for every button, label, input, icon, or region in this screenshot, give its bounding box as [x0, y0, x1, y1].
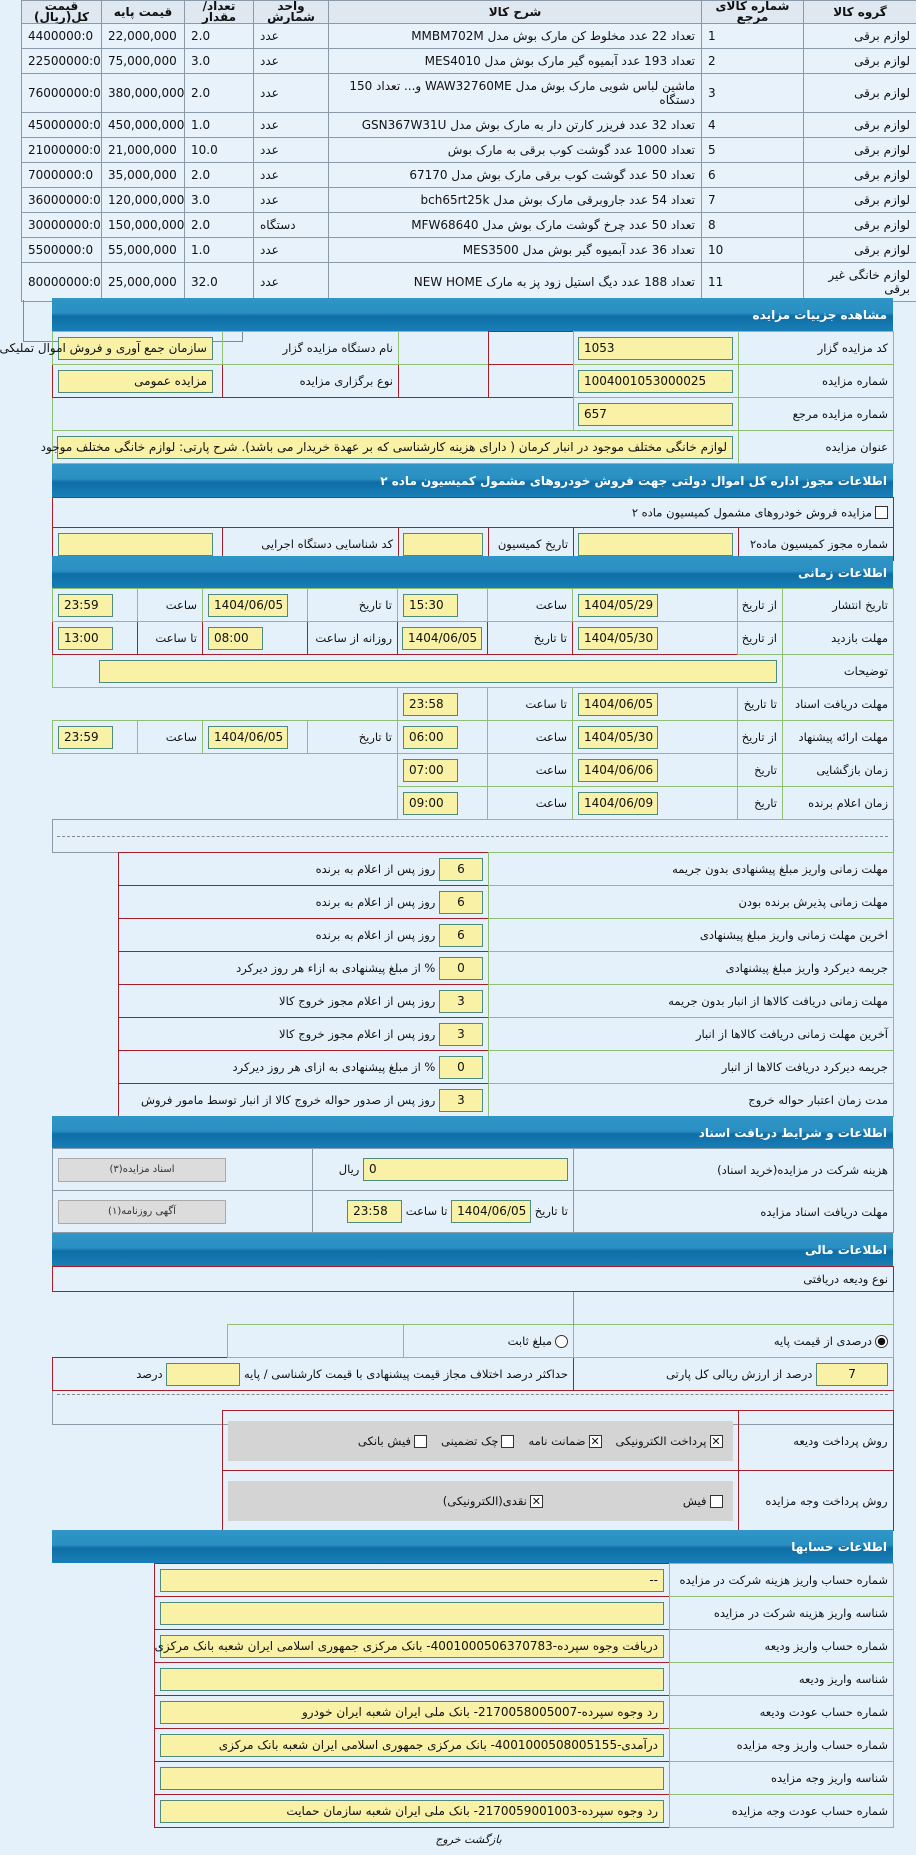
- percent-unit: درصد: [136, 1366, 163, 1381]
- item-unit: دستگاه: [254, 213, 329, 238]
- docs-deadline-label: مهلت دریافت اسناد: [783, 688, 894, 721]
- option-checkbox[interactable]: [414, 1435, 427, 1448]
- item-ref: 11: [702, 263, 804, 302]
- account-label: شناسه واریز وجه مزایده: [670, 1762, 894, 1795]
- deadline-label: آخرین مهلت زمانی دریافت کالاها از انبار: [489, 1018, 894, 1051]
- divider: [57, 836, 888, 837]
- item-total-price: 30000000:0: [22, 213, 102, 238]
- permit-no-field[interactable]: [578, 533, 733, 556]
- to-time-label: تا ساعت: [488, 688, 573, 721]
- item-desc: تعداد 32 عدد فریزر کارتن دار به مارک بوش مدل GSN367W31U: [329, 113, 702, 138]
- item-group: لوازم برقی: [804, 188, 916, 213]
- deadline-suffix: % از مبلغ پیشنهادی به ازای هر روز دیرکرد: [232, 1059, 439, 1074]
- deadline-value-cell: [119, 919, 489, 952]
- item-desc: تعداد 193 عدد آبمیوه گیر مارک بوش مدل MES4010: [329, 49, 702, 74]
- table-row[interactable]: [22, 49, 916, 74]
- time-label: ساعت: [138, 721, 203, 754]
- account-field[interactable]: رد وجوه سپرده-2170059001003- بانک ملی ایران شعبه سازمان حمایت: [160, 1800, 664, 1823]
- payment-option[interactable]: [683, 1494, 723, 1508]
- payment-option[interactable]: [441, 1434, 514, 1448]
- item-base-price: 380,000,000: [102, 74, 185, 113]
- from-date-label: از تاریخ: [738, 622, 783, 655]
- percent-radio[interactable]: [875, 1335, 888, 1348]
- to-date-label: تا تاریخ: [308, 721, 398, 754]
- deadline-value-cell: [119, 1084, 489, 1117]
- org-name-label: نام دستگاه مزایده گزار: [223, 332, 399, 365]
- item-group: لوازم برقی: [804, 113, 916, 138]
- daily-from-label: روزانه از ساعت: [308, 622, 398, 655]
- commission-date-label: تاریخ کمیسیون: [489, 528, 574, 561]
- item-desc: تعداد 36 عدد آبمیوه گیر بوش مدل MES3500: [329, 238, 702, 263]
- deadline-label: مهلت زمانی پذیرش برنده بودن: [489, 886, 894, 919]
- option-label: نقدی(الکترونیکی): [442, 1493, 527, 1508]
- table-row[interactable]: [22, 163, 916, 188]
- deadline-suffix: % از مبلغ پیشنهادی به ازاء هر روز دیرکرد: [236, 960, 439, 975]
- auction-no-field[interactable]: 1004001053000025: [578, 370, 733, 393]
- item-ref: 2: [702, 49, 804, 74]
- item-total-price: 4400000:0: [22, 24, 102, 49]
- account-value-cell: [155, 1630, 670, 1663]
- item-total-price: 21000000:0: [22, 138, 102, 163]
- date-label: تاریخ: [738, 754, 783, 787]
- to-date-label: تا تاریخ: [534, 1204, 568, 1218]
- item-qty: 32.0: [185, 263, 254, 302]
- account-field[interactable]: [160, 1767, 664, 1790]
- time-label: ساعت: [488, 721, 573, 754]
- item-total-price: 7000000:0: [22, 163, 102, 188]
- publish-from-time-field[interactable]: 15:30: [403, 594, 458, 617]
- account-field[interactable]: درآمدی-4001000508005155- بانک مرکزی جمهوری اسلامی ایران شعبه بانک مرکزی: [160, 1734, 664, 1757]
- account-label: شناسه واریز هزینه شرکت در مزایده: [670, 1597, 894, 1630]
- exec-id-label: کد شناسایی دستگاه اجرایی: [223, 528, 399, 561]
- payment-grid: [52, 1410, 894, 1531]
- item-unit: عدد: [254, 74, 329, 113]
- table-row[interactable]: [22, 213, 916, 238]
- item-ref: 7: [702, 188, 804, 213]
- account-row: [155, 1564, 894, 1597]
- currency-label: ریال: [338, 1162, 360, 1176]
- item-desc: تعداد 1000 عدد گوشت کوب برقی به مارک بوش: [329, 138, 702, 163]
- account-value-cell: [155, 1597, 670, 1630]
- item-qty: 1.0: [185, 113, 254, 138]
- item-ref: 5: [702, 138, 804, 163]
- item-unit: عدد: [254, 163, 329, 188]
- deadline-value-cell: [119, 952, 489, 985]
- deadline-suffix: روز پس از اعلام به برنده: [315, 861, 439, 876]
- payment-option[interactable]: [616, 1434, 723, 1448]
- column-header: شرح کالا: [329, 1, 702, 24]
- accounts-header: اطلاعات حسابها: [52, 1530, 893, 1563]
- deadline-row: [119, 919, 894, 952]
- item-group: لوازم برقی: [804, 138, 916, 163]
- fixed-option-label: مبلغ ثابت: [507, 1334, 553, 1348]
- account-value-cell: [155, 1795, 670, 1828]
- payment-option[interactable]: [358, 1434, 427, 1448]
- deadline-suffix: روز پس از اعلام به برنده: [315, 894, 439, 909]
- deadline-value-field[interactable]: 6: [439, 858, 483, 881]
- deadline-row: [119, 952, 894, 985]
- commission-date-field[interactable]: [403, 533, 483, 556]
- deadline-suffix: روز پس از اعلام مجوز خروج کالا: [279, 993, 439, 1008]
- publish-label: تاریخ انتشار: [783, 589, 894, 622]
- item-qty: 3.0: [185, 49, 254, 74]
- deadline-value-field[interactable]: 0: [439, 957, 483, 980]
- item-ref: 10: [702, 238, 804, 263]
- column-header: قیمت کل(ریال): [22, 1, 102, 24]
- visit-to-field[interactable]: 1404/06/05: [402, 627, 482, 650]
- column-header: واحد شمارش: [254, 1, 329, 24]
- commission-checkbox[interactable]: [875, 506, 888, 519]
- max-diff-label: حداکثر درصد اختلاف مجاز قیمت پیشنهادی با قیمت کارشناسی / پایه: [244, 1366, 569, 1381]
- item-unit: عدد: [254, 24, 329, 49]
- item-ref: 3: [702, 74, 804, 113]
- opening-time-field[interactable]: 07:00: [403, 759, 458, 782]
- time-label: ساعت: [488, 754, 573, 787]
- deadline-suffix: روز پس از صدور حواله خروج کالا از انبار توسط مامور فروش: [140, 1092, 439, 1107]
- item-ref: 4: [702, 113, 804, 138]
- item-unit: عدد: [254, 49, 329, 74]
- option-label: فیش بانکی: [357, 1433, 412, 1448]
- publish-to-time-field[interactable]: 23:59: [58, 594, 113, 617]
- deposit-methods: [228, 1421, 733, 1461]
- item-group: لوازم برقی: [804, 74, 916, 113]
- table-row[interactable]: [22, 24, 916, 49]
- opening-date-field[interactable]: 1404/06/06: [578, 759, 658, 782]
- auctioneer-code-label: کد مزایده گزار: [739, 332, 894, 365]
- item-qty: 3.0: [185, 188, 254, 213]
- item-group: لوازم برقی: [804, 213, 916, 238]
- item-base-price: 55,000,000: [102, 238, 185, 263]
- time-label: ساعت: [138, 589, 203, 622]
- table-row[interactable]: [22, 188, 916, 213]
- item-group: لوازم خانگی غیر برقی: [804, 263, 916, 302]
- permit-grid: [52, 497, 894, 561]
- visit-daily-to-field[interactable]: 13:00: [58, 627, 113, 650]
- table-row[interactable]: [22, 74, 916, 113]
- table-row[interactable]: [22, 138, 916, 163]
- item-qty: 2.0: [185, 213, 254, 238]
- publish-to-field[interactable]: 1404/06/05: [208, 594, 288, 617]
- item-unit: عدد: [254, 263, 329, 302]
- permit-no-label: شماره مجوز کمیسیون ماده۲: [739, 528, 894, 561]
- financial-header: اطلاعات مالی: [52, 1233, 893, 1266]
- details-grid: [0, 331, 894, 464]
- payment-option[interactable]: [443, 1494, 543, 1508]
- item-desc: تعداد 50 عدد چرخ گوشت مارک بوش مدل MFW68640: [329, 213, 702, 238]
- deadline-row: [119, 1084, 894, 1117]
- account-field[interactable]: [160, 1668, 664, 1691]
- column-header: شماره کالای مرجع: [702, 1, 804, 24]
- deadline-row: [119, 886, 894, 919]
- item-group: لوازم برقی: [804, 24, 916, 49]
- item-group: لوازم برقی: [804, 238, 916, 263]
- deadline-value-field[interactable]: 3: [439, 990, 483, 1013]
- account-label: شماره حساب عودت ودیعه: [670, 1696, 894, 1729]
- item-total-price: 5500000:0: [22, 238, 102, 263]
- item-unit: عدد: [254, 238, 329, 263]
- account-row: [155, 1762, 894, 1795]
- item-ref: 6: [702, 163, 804, 188]
- deadline-value-field[interactable]: 6: [439, 891, 483, 914]
- option-checkbox[interactable]: [710, 1495, 723, 1508]
- account-value-cell: [155, 1564, 670, 1597]
- timing-grid: [52, 588, 894, 853]
- deadline-suffix: روز پس از اعلام مجوز خروج کالا: [279, 1026, 439, 1041]
- option-checkbox[interactable]: ✕: [711, 1434, 721, 1448]
- deadline-value-field[interactable]: 0: [439, 1056, 483, 1079]
- auction-docs-button[interactable]: اسناد مزایده(۳): [58, 1158, 226, 1182]
- column-header: گروه کالا: [804, 1, 916, 24]
- option-label: ضمانت نامه: [528, 1433, 586, 1448]
- winner-date-field[interactable]: 1404/06/09: [578, 792, 658, 815]
- fee-label: هزینه شرکت در مزایده(خرید اسناد): [574, 1149, 894, 1191]
- item-base-price: 120,000,000: [102, 188, 185, 213]
- percent-field[interactable]: 7: [816, 1363, 888, 1386]
- auction-type-label: نوع برگزاری مزایده: [223, 365, 399, 398]
- item-qty: 2.0: [185, 163, 254, 188]
- winner-label: زمان اعلام برنده: [783, 787, 894, 820]
- deadline-value-cell: [119, 1018, 489, 1051]
- deadline-label: جریمه دیرکرد واریز مبلغ پیشنهادی: [489, 952, 894, 985]
- timing-header: اطلاعات زمانی: [52, 556, 893, 589]
- deadlines-grid: [118, 852, 894, 1117]
- item-total-price: 76000000:0: [22, 74, 102, 113]
- table-row[interactable]: [22, 238, 916, 263]
- account-value-cell: [155, 1663, 670, 1696]
- visit-from-field[interactable]: 1404/05/30: [578, 627, 658, 650]
- deadline-label: مدت زمان اعتبار حواله خروج: [489, 1084, 894, 1117]
- offer-from-field[interactable]: 1404/05/30: [578, 726, 658, 749]
- item-unit: عدد: [254, 138, 329, 163]
- option-checkbox[interactable]: ✕: [590, 1434, 600, 1448]
- account-field[interactable]: --: [160, 1569, 664, 1592]
- subject-field[interactable]: لوازم خانگی مختلف موجود در انبار کرمان ( دارای هزینه کارشناسی که بر عهدة خریدار می باشد). شرح پارتی: لوازم خانگی مختلف موجود: [57, 436, 733, 459]
- column-header: تعداد/مقدار: [185, 1, 254, 24]
- item-base-price: 25,000,000: [102, 263, 185, 302]
- deadline-value-cell: [119, 886, 489, 919]
- account-row: [155, 1663, 894, 1696]
- account-value-cell: [155, 1762, 670, 1795]
- percent-option-label: درصدی از قیمت پایه: [773, 1334, 873, 1348]
- item-total-price: 36000000:0: [22, 188, 102, 213]
- deadline-value-field[interactable]: 3: [439, 1089, 483, 1112]
- table-row[interactable]: [22, 263, 916, 302]
- account-label: شماره حساب واریز ودیعه: [670, 1630, 894, 1663]
- offer-to-field[interactable]: 1404/06/05: [208, 726, 288, 749]
- item-desc: تعداد 50 عدد گوشت کوب برقی مارک بوش مدل 67170: [329, 163, 702, 188]
- deadline-suffix: روز پس از اعلام به برنده: [315, 927, 439, 942]
- account-label: شماره حساب عودت وجه مزایده: [670, 1795, 894, 1828]
- account-row: [155, 1729, 894, 1762]
- to-time-label: تا ساعت: [405, 1204, 448, 1218]
- item-base-price: 21,000,000: [102, 138, 185, 163]
- from-date-label: از تاریخ: [738, 721, 783, 754]
- visit-label: مهلت بازدید: [783, 622, 894, 655]
- items-table: [21, 0, 916, 302]
- deadline-row: [119, 1051, 894, 1084]
- payment-option[interactable]: [528, 1434, 601, 1448]
- auctioneer-code-field[interactable]: 1053: [578, 337, 733, 360]
- account-field[interactable]: [160, 1602, 664, 1625]
- item-desc: تعداد 54 عدد جاروبرقی مارک بوش مدل bch65rt25k: [329, 188, 702, 213]
- item-qty: 10.0: [185, 138, 254, 163]
- subject-label: عنوان مزایده: [739, 431, 894, 464]
- item-desc: تعداد 188 عدد دیگ استیل زود پز به مارک NEW HOME: [329, 263, 702, 302]
- item-desc: تعداد 22 عدد مخلوط کن مارک بوش مدل MMBM702M: [329, 24, 702, 49]
- to-date-label: تا تاریخ: [488, 622, 573, 655]
- ref-no-label: شماره مزایده مرجع: [739, 398, 894, 431]
- item-base-price: 450,000,000: [102, 113, 185, 138]
- fixed-radio[interactable]: [555, 1335, 568, 1348]
- deadline-label: مهلت زمانی دریافت کالاها از انبار بدون جریمه: [489, 985, 894, 1018]
- percent-suffix: درصد از ارزش ریالی کل پارتی: [665, 1366, 813, 1381]
- item-base-price: 75,000,000: [102, 49, 185, 74]
- documents-header: اطلاعات و شرایط دریافت اسناد: [52, 1116, 893, 1149]
- fee-field[interactable]: 0: [363, 1158, 568, 1181]
- docs-to-time-field[interactable]: 23:58: [403, 693, 458, 716]
- account-field[interactable]: دریافت وجوه سپرده-4001000506370783- بانک مرکزی جمهوری اسلامی ایران شعبه بانک مرکزی: [160, 1635, 664, 1658]
- deadline-row: [119, 853, 894, 886]
- item-ref: 1: [702, 24, 804, 49]
- org-name-field[interactable]: سازمان جمع آوری و فروش اموال تملیکی: [58, 337, 213, 360]
- deadline-label: اخرین مهلت زمانی واریز مبلغ پیشنهادی: [489, 919, 894, 952]
- divider: [57, 1394, 888, 1395]
- account-row: [155, 1597, 894, 1630]
- opening-label: زمان بازگشایی: [783, 754, 894, 787]
- deadline-value-cell: [119, 1051, 489, 1084]
- deadline-row: [119, 1018, 894, 1051]
- item-base-price: 22,000,000: [102, 24, 185, 49]
- visit-daily-from-field[interactable]: 08:00: [208, 627, 263, 650]
- item-qty: 2.0: [185, 74, 254, 113]
- item-group: لوازم برقی: [804, 163, 916, 188]
- details-header: مشاهده جزییات مزایده: [52, 298, 893, 331]
- notes-label: توضیحات: [783, 655, 894, 688]
- item-unit: عدد: [254, 188, 329, 213]
- option-checkbox[interactable]: [501, 1435, 514, 1448]
- account-label: شماره حساب واریز وجه مزایده: [670, 1729, 894, 1762]
- commission-checkbox-label: مزایده فروش خودروهای مشمول کمیسیون ماده ۲: [631, 505, 873, 520]
- account-label: شماره حساب واریز هزینه شرکت در مزایده: [670, 1564, 894, 1597]
- offer-label: مهلت ارائه پیشنهاد: [783, 721, 894, 754]
- docs-deadline-label: مهلت دریافت اسناد مزایده: [574, 1191, 894, 1233]
- docs-date-field[interactable]: 1404/06/05: [451, 1200, 531, 1223]
- option-label: فیش: [682, 1493, 707, 1508]
- account-value-cell: [155, 1729, 670, 1762]
- to-time-label: تا ساعت: [138, 622, 203, 655]
- table-row[interactable]: [22, 113, 916, 138]
- time-label: ساعت: [488, 787, 573, 820]
- item-unit: عدد: [254, 113, 329, 138]
- deadline-value-field[interactable]: 3: [439, 1023, 483, 1046]
- notes-field[interactable]: [99, 660, 777, 683]
- item-qty: 2.0: [185, 24, 254, 49]
- time-label: ساعت: [488, 589, 573, 622]
- publish-from-field[interactable]: 1404/05/29: [578, 594, 658, 617]
- offer-to-time-field[interactable]: 23:59: [58, 726, 113, 749]
- max-diff-field[interactable]: [166, 1363, 240, 1386]
- column-header: قیمت پایه: [102, 1, 185, 24]
- deadline-value-cell: [119, 853, 489, 886]
- winner-time-field[interactable]: 09:00: [403, 792, 458, 815]
- permit-header: اطلاعات مجوز اداره کل اموال دولتی جهت فروش خودروهای مشمول کمیسیون ماده ۲: [52, 464, 893, 497]
- auction-type-field[interactable]: مزایده عمومی: [58, 370, 213, 393]
- deadline-label: مهلت زمانی واریز مبلغ پیشنهادی بدون جریمه: [489, 853, 894, 886]
- from-date-label: از تاریخ: [738, 589, 783, 622]
- docs-to-field[interactable]: 1404/06/05: [578, 693, 658, 716]
- exec-id-field[interactable]: [58, 533, 213, 556]
- newspaper-ad-button[interactable]: آگهی روزنامه(۱): [58, 1200, 226, 1224]
- item-base-price: 150,000,000: [102, 213, 185, 238]
- payment-methods: [228, 1481, 733, 1521]
- offer-from-time-field[interactable]: 06:00: [403, 726, 458, 749]
- option-checkbox[interactable]: ✕: [531, 1494, 541, 1508]
- date-label: تاریخ: [738, 787, 783, 820]
- to-date-label: تا تاریخ: [738, 688, 783, 721]
- docs-time-field[interactable]: 23:58: [347, 1200, 402, 1223]
- option-label: پرداخت الکترونیکی: [615, 1433, 707, 1448]
- account-label: شناسه واریز ودیعه: [670, 1663, 894, 1696]
- item-ref: 8: [702, 213, 804, 238]
- deadline-row: [119, 985, 894, 1018]
- documents-grid: [52, 1148, 894, 1233]
- account-row: [155, 1630, 894, 1663]
- ref-no-field[interactable]: 657: [578, 403, 733, 426]
- account-value-cell: [155, 1696, 670, 1729]
- item-total-price: 45000000:0: [22, 113, 102, 138]
- item-desc: ماشین لباس شویی مارک بوش مدل WAW32760ME و... تعداد 150 دستگاه: [329, 74, 702, 113]
- item-qty: 1.0: [185, 238, 254, 263]
- deadline-value-field[interactable]: 6: [439, 924, 483, 947]
- accounts-grid: [154, 1563, 894, 1828]
- account-field[interactable]: رد وجوه سپرده-2170058005007- بانک ملی ایران شعبه ایران خودرو: [160, 1701, 664, 1724]
- option-label: چک تضمینی: [441, 1433, 499, 1448]
- to-date-label: تا تاریخ: [308, 589, 398, 622]
- item-group: لوازم برقی: [804, 49, 916, 74]
- deposit-type-label: نوع ودیعه دریافتی: [53, 1267, 894, 1292]
- auction-no-label: شماره مزایده: [739, 365, 894, 398]
- payment-method-label: روش پرداخت وجه مزایده: [738, 1471, 893, 1531]
- item-base-price: 35,000,000: [102, 163, 185, 188]
- deadline-label: جریمه دیرکرد دریافت کالاها از انبار: [489, 1051, 894, 1084]
- account-row: [155, 1696, 894, 1729]
- account-row: [155, 1795, 894, 1828]
- footer-links[interactable]: بازگشت خروج: [435, 1833, 502, 1846]
- deposit-method-label: روش پرداخت ودیعه: [738, 1411, 893, 1471]
- financial-grid: [52, 1266, 894, 1425]
- deadline-value-cell: [119, 985, 489, 1018]
- item-total-price: 80000000:0: [22, 263, 102, 302]
- item-total-price: 22500000:0: [22, 49, 102, 74]
